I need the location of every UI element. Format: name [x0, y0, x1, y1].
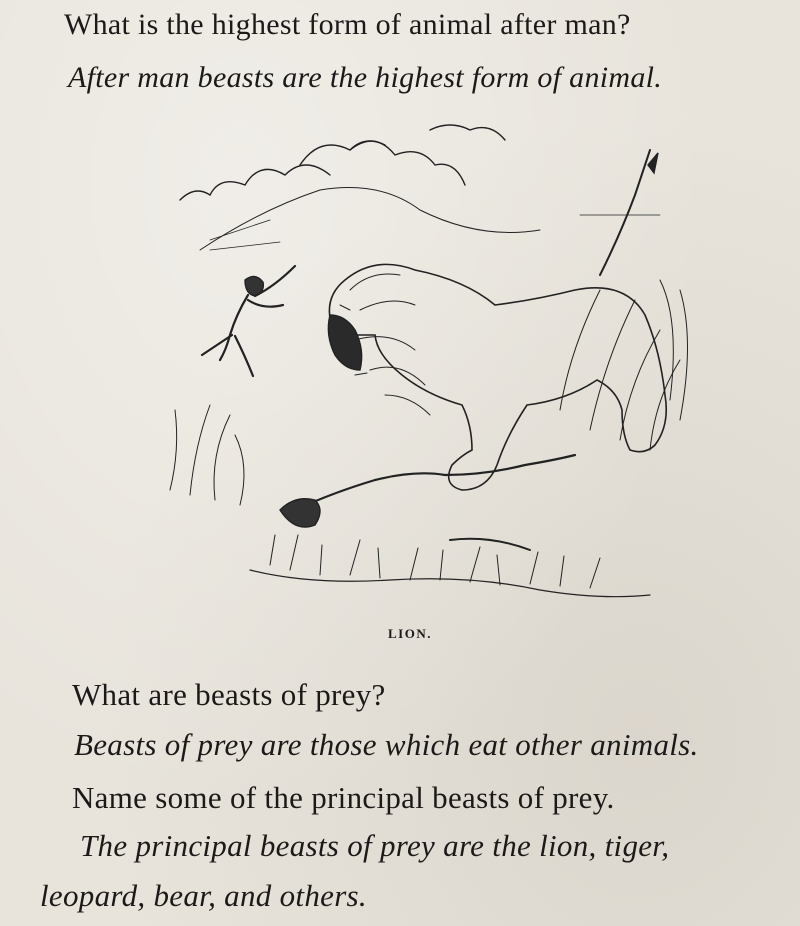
question-highest-animal: What is the highest form of animal after man? [64, 8, 631, 41]
question-beasts-of-prey: What are beasts of prey? [72, 677, 386, 712]
question-principal-beasts: Name some of the principal beasts of prey. [72, 780, 615, 815]
answer-principal-beasts-line2: leopard, bear, and others. [40, 878, 367, 913]
answer-beasts-of-prey: Beasts of prey are those which eat other animals. [74, 727, 699, 762]
answer-principal-beasts-line1: The principal beasts of prey are the lion, tiger, [80, 828, 670, 863]
figure-caption: LION. [388, 626, 432, 641]
lion-illustration [120, 110, 720, 615]
answer-highest-animal: After man beasts are the highest form of animal. [68, 61, 663, 94]
cloud-line [300, 141, 465, 185]
